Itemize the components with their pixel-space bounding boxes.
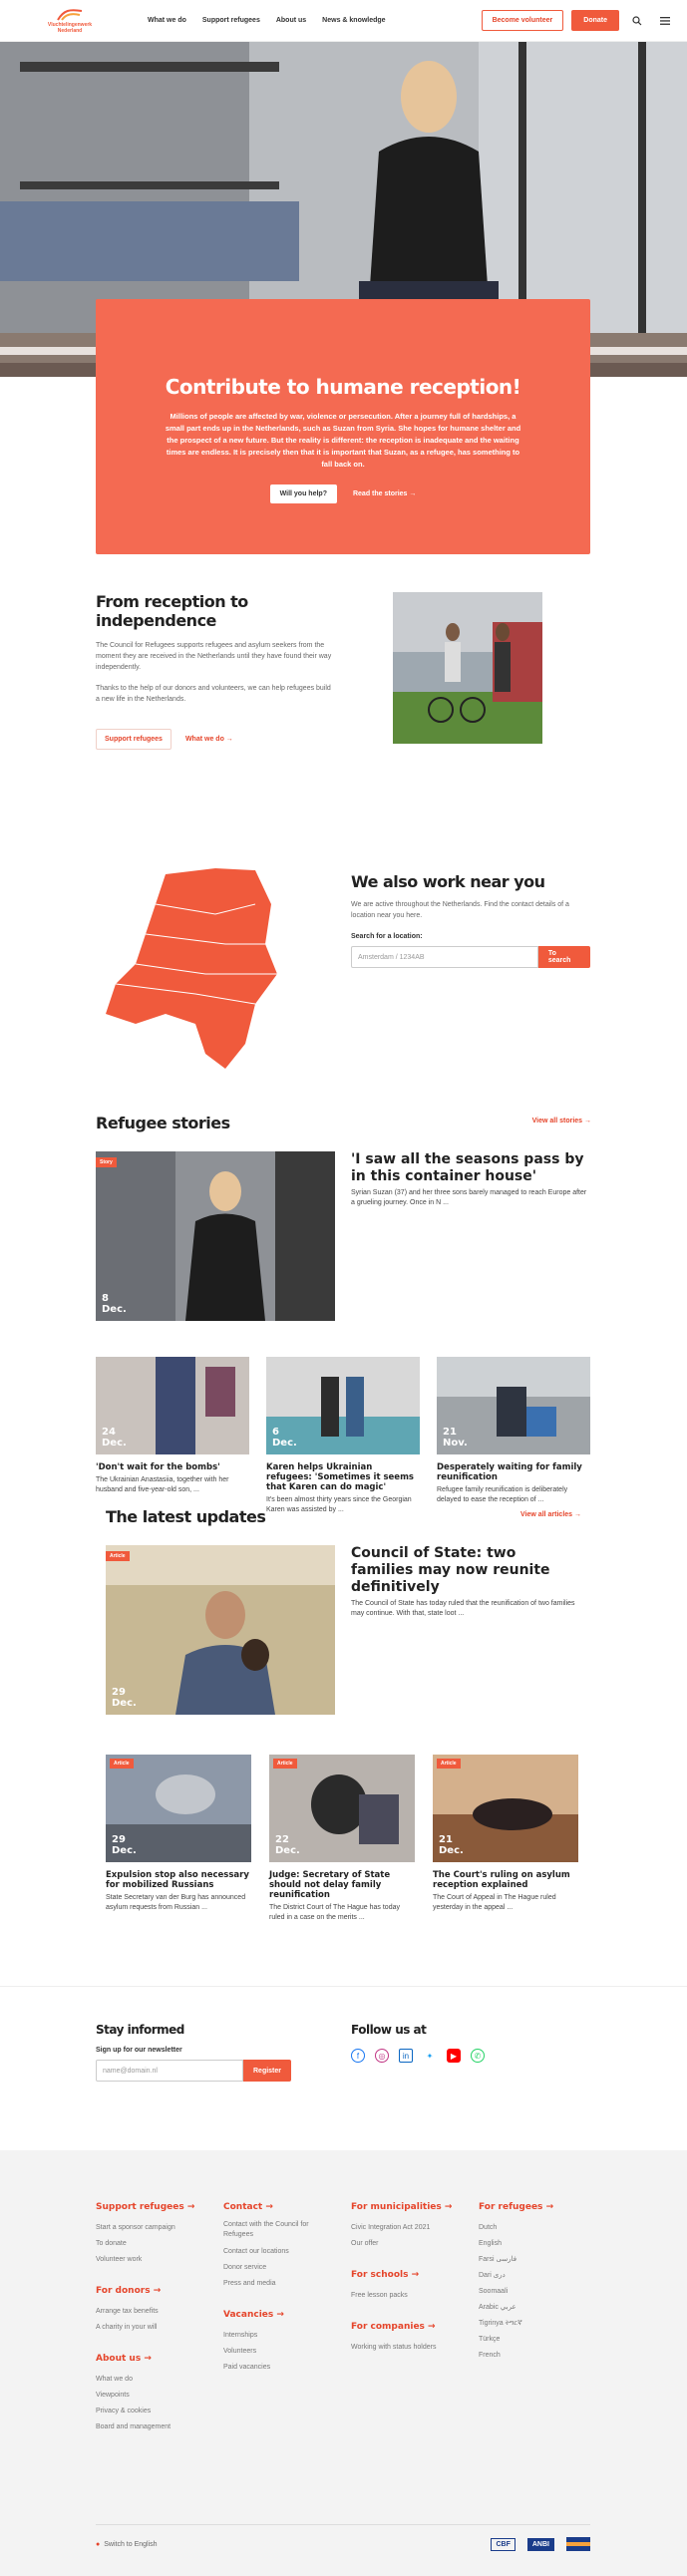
language-link[interactable]: English (479, 2240, 502, 2247)
footer-link[interactable]: Working with status holders (351, 2344, 437, 2351)
quality-badge-icon (566, 2537, 590, 2551)
stories-title: Refugee stories (96, 1114, 230, 1132)
story-card-text: The Ukrainian Anastasiia, together with her husband and five-year-old son, ... (96, 1476, 229, 1493)
language-link[interactable]: Dari دری (479, 2272, 506, 2279)
article-card[interactable] (106, 1755, 251, 1913)
hero-box (96, 299, 590, 554)
footer-about-heading[interactable] (96, 2354, 194, 2364)
arrow-right-icon: → (225, 736, 233, 743)
arrow-right-icon: → (153, 2286, 162, 2296)
register-button[interactable]: Register (243, 2060, 291, 2082)
footer-bottom (96, 2524, 590, 2551)
article-tag: Article (106, 1551, 130, 1561)
language-link[interactable]: French (479, 2352, 501, 2359)
story-tag: Story (96, 1157, 117, 1167)
featured-article-title[interactable]: Council of State: two families may now reunite definitively (351, 1545, 550, 1595)
reception-p1: The Council for Refugees supports refugees and asylum seekers from the moment they are received in the Netherlands until they have found their way independently. (96, 642, 332, 671)
story-card-text: It's been almost thirty years since the Georgian Karen was assisted by ... (266, 1496, 412, 1513)
article-card-image (269, 1755, 415, 1862)
arrow-right-icon: → (144, 2354, 152, 2364)
footer-link[interactable]: Volunteer work (96, 2256, 143, 2263)
footer-donors-heading[interactable] (96, 2286, 194, 2296)
location-search-input[interactable]: Amsterdam / 1234AB (351, 946, 538, 968)
language-link[interactable]: Farsi فارسی (479, 2256, 517, 2263)
date-day: 21 (439, 1834, 453, 1845)
language-link[interactable]: Arabic عربي (479, 2304, 516, 2311)
newsletter-email-input[interactable]: name@domain.nl (96, 2060, 243, 2082)
nav-item-what-we-do[interactable]: What we do (148, 17, 186, 24)
date-month: Dec. (112, 1845, 137, 1856)
nav-item-news[interactable]: News & knowledge (322, 17, 386, 24)
date-day: 29 (112, 1834, 126, 1845)
twitter-icon[interactable]: ✦ (426, 2051, 434, 2061)
footer-link[interactable]: Volunteers (223, 2348, 257, 2355)
nearby-section (0, 795, 687, 1114)
article-card-title: Judge: Secretary of State should not delay family reunification (269, 1870, 391, 1900)
article-card-text: The Court of Appeal in The Hague ruled yesterday in the appeal ... (433, 1894, 556, 1911)
footer-link[interactable]: Civic Integration Act 2021 (351, 2224, 431, 2231)
language-link[interactable]: Tigrinya ትግርኛ (479, 2320, 522, 2327)
date-month: Dec. (439, 1845, 464, 1856)
arrow-right-icon: → (428, 2322, 436, 2332)
date-day: 29 (112, 1687, 126, 1698)
story-card[interactable] (266, 1357, 420, 1515)
view-all-articles-label: View all articles (520, 1511, 573, 1518)
footer-schools-heading[interactable] (351, 2270, 452, 2280)
youtube-icon[interactable]: ▶ (447, 2049, 461, 2063)
date-day: 24 (102, 1427, 116, 1438)
featured-story-date (102, 1293, 127, 1315)
arrow-right-icon: → (411, 2270, 420, 2280)
globe-icon: ● (96, 2540, 101, 2548)
footer-refugees-title: For refugees (479, 2202, 543, 2212)
footer-link[interactable]: Start a sponsor campaign (96, 2224, 175, 2231)
arrow-right-icon: → (574, 1511, 581, 1518)
footer-link[interactable]: Board and management (96, 2423, 172, 2430)
view-all-stories-label: View all stories (531, 1118, 583, 1125)
date-month: Nov. (443, 1438, 468, 1449)
nearby-text: We are active throughout the Netherlands. Find the contact details of a location near you here. (351, 901, 569, 919)
view-all-stories-link[interactable] (532, 1118, 591, 1125)
switch-language-label: Switch to English (104, 2540, 158, 2548)
footer-companies-heading[interactable] (351, 2322, 452, 2332)
footer-link[interactable]: Contact our locations (223, 2248, 289, 2255)
story-card-title: 'Don't wait for the bombs' (96, 1462, 220, 1472)
hero-title: Contribute to humane reception! (165, 375, 521, 399)
article-card[interactable] (433, 1755, 578, 1913)
view-all-articles-link[interactable] (520, 1511, 581, 1518)
what-we-do-link[interactable] (185, 736, 233, 743)
logo-text: Vluchtelingenwerk Nederland (47, 21, 93, 34)
footer-link[interactable]: Contact with the Council for Refugees (223, 2221, 309, 2238)
footer-link[interactable]: Our offer (351, 2240, 379, 2247)
footer-link[interactable]: Free lesson packs (351, 2292, 408, 2299)
story-card-image (96, 1357, 249, 1454)
nearby-title: We also work near you (351, 872, 545, 891)
language-link[interactable]: Dutch (479, 2224, 498, 2231)
date-month: Dec. (102, 1304, 127, 1315)
arrow-right-icon: → (584, 1118, 591, 1125)
language-link[interactable]: Soomaali (479, 2288, 509, 2295)
main-nav (148, 17, 386, 24)
article-card-image (433, 1755, 578, 1862)
footer-link[interactable]: Arrange tax benefits (96, 2308, 159, 2315)
hero-text: Millions of people are affected by war, violence or persecution. After a journey full of hardships, a small part ends up in the Netherlands, such as Suzan from Syria. She hopes for humane shelter and the prospect of a new future. But the reality is different: the reception is inadequate and the waiting times are endless. It is precisely then that it is important that Suzan, as a refugee, has something to fall back on. (165, 412, 521, 469)
featured-article-text: The Council of State has today ruled that the reunification of two families may continue. With that, state loot ... (351, 1600, 575, 1617)
footer-municipalities-heading[interactable] (351, 2202, 452, 2212)
story-card-text: Refugee family reunification is deliberately delayed to ease the reception of ... (437, 1486, 568, 1503)
read-stories-link[interactable] (353, 490, 416, 497)
hero-section (0, 42, 687, 540)
footer-vacancies-heading[interactable] (223, 2310, 333, 2320)
article-card[interactable] (269, 1755, 415, 1923)
footer (0, 2150, 687, 2576)
footer-donors-title: For donors (96, 2286, 151, 2296)
story-card[interactable] (96, 1357, 249, 1495)
updates-title: The latest updates (106, 1507, 266, 1526)
footer-link[interactable]: To donate (96, 2240, 127, 2247)
footer-schools-title: For schools (351, 2270, 409, 2280)
footer-companies-title: For companies (351, 2322, 425, 2332)
footer-support-heading[interactable] (96, 2202, 194, 2212)
switch-language-link[interactable] (96, 2541, 158, 2548)
date-day: 6 (272, 1427, 279, 1438)
featured-story-image[interactable] (96, 1151, 335, 1321)
become-volunteer-button[interactable]: Become volunteer (482, 10, 564, 31)
nav-item-support-refugees[interactable]: Support refugees (201, 17, 260, 24)
arrow-right-icon: → (265, 2202, 273, 2212)
story-card-title: Karen helps Ukrainian refugees: 'Sometimes it seems that Karen can do magic' (266, 1462, 414, 1492)
arrow-right-icon: → (545, 2202, 554, 2212)
footer-support-title: Support refugees (96, 2202, 184, 2212)
reception-title: From reception to independence (96, 592, 248, 630)
article-card-title: Expulsion stop also necessary for mobilized Russians (106, 1870, 249, 1890)
article-card-title: The Court's ruling on asylum reception explained (433, 1870, 570, 1890)
footer-refugees-heading[interactable] (479, 2202, 553, 2212)
article-tag: Article (273, 1759, 297, 1769)
article-card-image (106, 1755, 251, 1862)
arrow-right-icon: → (276, 2310, 284, 2320)
what-we-do-label: What we do (184, 736, 224, 743)
date-month: Dec. (275, 1845, 300, 1856)
footer-link[interactable]: A charity in your will (96, 2324, 158, 2331)
site-header (0, 0, 687, 42)
featured-story-text: Syrian Suzan (37) and her three sons barely managed to reach Europe after a grueling journey. Once in N ... (351, 1189, 587, 1206)
language-link[interactable]: Türkçe (479, 2336, 501, 2343)
newsletter-label: Sign up for our newsletter (96, 2047, 182, 2054)
support-refugees-button[interactable]: Support refugees (96, 729, 172, 750)
arrow-right-icon: → (409, 490, 417, 497)
article-tag: Article (110, 1759, 134, 1769)
footer-link[interactable]: Privacy & cookies (96, 2408, 152, 2415)
linkedin-icon[interactable]: in (399, 2049, 413, 2063)
follow-us-title: Follow us at (351, 2023, 427, 2037)
footer-contact-title: Contact (223, 2202, 263, 2212)
date-day: 22 (275, 1834, 289, 1845)
story-card[interactable] (437, 1357, 590, 1505)
logo[interactable] (40, 8, 100, 34)
date-day: 8 (102, 1293, 109, 1304)
article-card-text: State Secretary van der Burg has announced asylum requests from Russian ... (106, 1894, 246, 1911)
netherlands-map (96, 864, 281, 1074)
stories-section (0, 1114, 687, 1513)
reception-image (393, 592, 590, 744)
footer-link[interactable]: Internships (223, 2332, 258, 2339)
footer-about-title: About us (96, 2354, 142, 2364)
footer-link[interactable]: Viewpoints (96, 2392, 130, 2399)
logo-mark-icon (56, 8, 84, 22)
menu-icon[interactable] (655, 11, 675, 31)
date-month: Dec. (102, 1438, 127, 1449)
article-tag: Article (437, 1759, 461, 1769)
footer-vacancies-title: Vacancies (223, 2310, 274, 2320)
hero-image (0, 42, 687, 333)
updates-section (0, 1507, 687, 1986)
article-card-text: The District Court of The Hague has today ruled in a case on the merits ... (269, 1904, 400, 1921)
footer-link[interactable]: Press and media (223, 2280, 276, 2287)
date-month: Dec. (112, 1698, 137, 1709)
search-location-label: Search for a location: (351, 933, 423, 940)
to-search-button[interactable]: To search (538, 946, 590, 968)
footer-contact-heading[interactable] (223, 2202, 333, 2212)
cbf-badge: CBF (491, 2538, 515, 2551)
anbi-badge: ANBI (527, 2538, 554, 2551)
featured-story-title[interactable]: 'I saw all the seasons pass by in this container house' (351, 1151, 584, 1184)
date-day: 21 (443, 1427, 457, 1438)
reception-section (0, 540, 687, 795)
donate-button[interactable]: Donate (571, 10, 619, 31)
story-card-image (266, 1357, 420, 1454)
whatsapp-icon[interactable]: ✆ (471, 2049, 485, 2063)
facebook-icon[interactable]: f (351, 2049, 365, 2063)
footer-link[interactable]: What we do (96, 2376, 133, 2383)
story-card-title: Desperately waiting for family reunification (437, 1462, 582, 1482)
reception-p2: Thanks to the help of our donors and volunteers, we can help refugees build a new life in the Netherlands. (96, 685, 331, 703)
date-month: Dec. (272, 1438, 297, 1449)
footer-municipalities-title: For municipalities (351, 2202, 442, 2212)
read-stories-label: Read the stories (352, 490, 408, 497)
arrow-right-icon: → (444, 2202, 453, 2212)
instagram-icon[interactable]: ◎ (375, 2049, 389, 2063)
footer-link[interactable]: Paid vacancies (223, 2364, 271, 2371)
stay-informed-section (0, 1986, 687, 2150)
search-icon[interactable] (627, 11, 647, 31)
footer-link[interactable]: Donor service (223, 2264, 267, 2271)
stay-informed-title: Stay informed (96, 2023, 184, 2037)
story-card-image (437, 1357, 590, 1454)
nav-item-about-us[interactable]: About us (275, 17, 307, 24)
arrow-right-icon: → (186, 2202, 195, 2212)
featured-article-image[interactable] (106, 1545, 335, 1715)
will-you-help-button[interactable]: Will you help? (270, 484, 337, 503)
